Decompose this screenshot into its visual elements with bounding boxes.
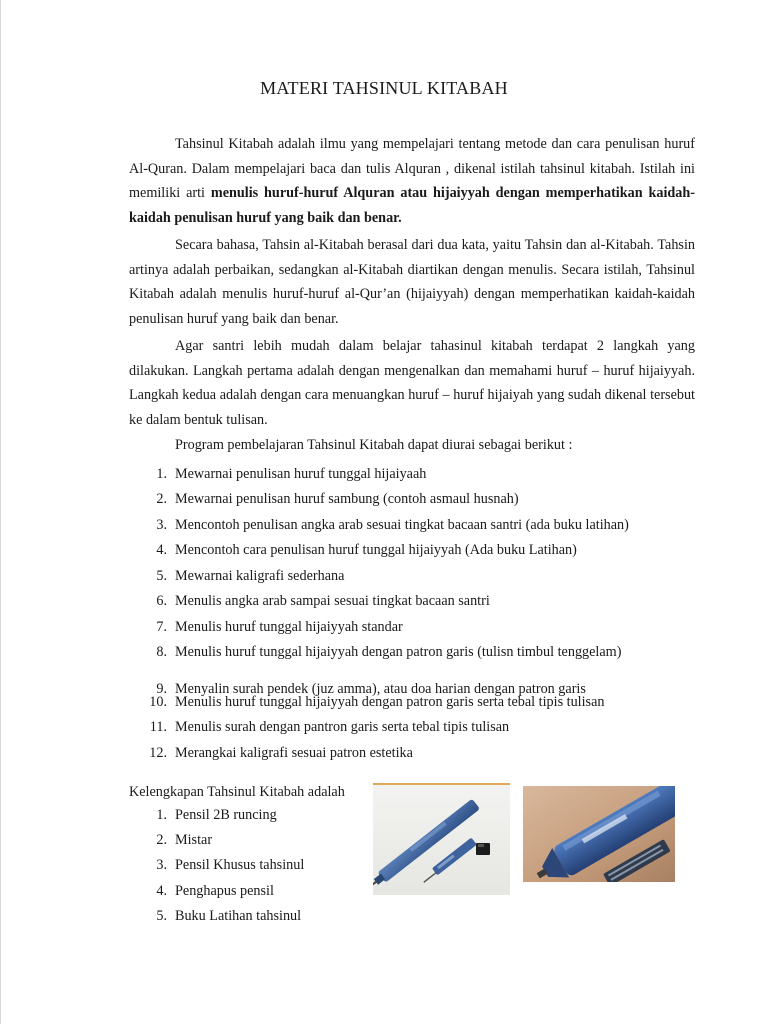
list-number: 4. (156, 883, 167, 899)
list-number: 8. (156, 644, 167, 660)
list-item (129, 491, 519, 508)
list-item (129, 644, 621, 661)
list-item (129, 807, 277, 824)
list-number: 3. (156, 857, 167, 873)
list-number: 6. (156, 593, 167, 609)
list-text: Menulis surah dengan pantron garis serta tebal tipis tulisan (175, 719, 510, 735)
paragraph-steps (129, 334, 695, 432)
paragraph-etymology-text: Secara bahasa, Tahsin al-Kitabah berasal dari dua kata, yaitu Tahsin dan al-Kitabah. Tahsin artinya adalah perbaikan, sedangkan al-Kitabah diartikan dengan menulis. Secara istilah, Tahsinul Kitabah adalah menulis huruf-huruf al-Qur’an (hijaiyyah) dengan memperhatikan kaidah-kaidah penulisan huruf yang baik dan benar. (129, 237, 695, 327)
list-number: 11. (149, 719, 167, 735)
list-number: 5. (156, 568, 167, 584)
list-item (129, 745, 413, 762)
list-number: 3. (156, 517, 167, 533)
list-text: Menulis huruf tunggal hijaiyyah dengan patron garis (tulisn timbul tenggelam) (175, 644, 622, 660)
list-item (129, 619, 403, 636)
list-number: 9. (156, 681, 167, 697)
document-title: MATERI TAHSINUL KITABAH (260, 78, 508, 98)
paragraph-program-intro (129, 433, 695, 458)
list-number: 7. (156, 619, 167, 635)
list-text: Menulis huruf tunggal hijaiyyah standar (175, 619, 403, 635)
mechanical-pencil-closeup-photo (523, 786, 675, 882)
list-text: Mewarnai penulisan huruf sambung (contoh asmaul husnah) (175, 491, 519, 507)
list-item (129, 908, 301, 925)
list-number: 4. (156, 542, 167, 558)
list-text: Merangkai kaligrafi sesuai patron estetika (175, 745, 413, 761)
mechanical-pencil-with-leads-photo (373, 783, 510, 895)
paragraph-steps-text: Agar santri lebih mudah dalam belajar tahasinul kitabah terdapat 2 langkah yang dilakukan. Langkah pertama adalah dengan mengenalkan dan memahami huruf – huruf hijaiyyah. Langkah kedua adalah dengan cara menuangkan huruf – huruf hijaiyah yang sudah dikenal tersebut ke dalam bentuk tulisan. (129, 338, 695, 428)
list-item (129, 857, 304, 874)
list-number: 1. (156, 466, 167, 482)
list-text: Pensil 2B runcing (175, 807, 277, 823)
list-item (129, 517, 629, 534)
list-number: 12. (149, 745, 167, 761)
list-item (129, 694, 604, 711)
paragraph-definition-bold: menulis huruf-huruf Alquran atau hijaiyyah dengan memperhatikan kaidah-kaidah penulisan huruf yang baik dan benar. (129, 185, 695, 226)
list-number: 5. (156, 908, 167, 924)
list-number: 1. (156, 807, 167, 823)
kelengkapan-heading: Kelengkapan Tahsinul Kitabah adalah (129, 784, 345, 800)
list-item (129, 832, 212, 849)
list-item (129, 542, 577, 559)
list-number: 10. (149, 694, 167, 710)
paragraph-program-intro-text: Program pembelajaran Tahsinul Kitabah dapat diurai sebagai berikut : (175, 437, 573, 453)
list-text: Buku Latihan tahsinul (175, 908, 302, 924)
list-text: Menulis angka arab sampai sesuai tingkat bacaan santri (175, 593, 490, 609)
list-item (129, 568, 344, 585)
list-text: Pensil Khusus tahsinul (175, 857, 305, 873)
list-item (129, 883, 274, 900)
paragraph-definition-text: Tahsinul Kitabah adalah ilmu yang mempelajari tentang metode dan cara penulisan huruf Al-Quran. Dalam mempelajari baca dan tulis Alquran , dikenal istilah tahsinul kitabah. Istilah ini memiliki arti (129, 136, 695, 201)
list-text: Mistar (175, 832, 213, 848)
list-text: Mencontoh cara penulisan huruf tunggal hijaiyyah (Ada buku Latihan) (175, 542, 577, 558)
list-number: 2. (156, 491, 167, 507)
list-text: Menyalin surah pendek (juz amma), atau doa harian dengan patron garis (175, 681, 586, 697)
page-edge (0, 0, 1, 1024)
list-item (129, 466, 426, 483)
list-text: Mewarnai kaligrafi sederhana (175, 568, 345, 584)
list-text: Menulis huruf tunggal hijaiyyah dengan patron garis serta tebal tipis tulisan (175, 694, 605, 710)
list-text: Penghapus pensil (175, 883, 274, 899)
paragraph-etymology (129, 233, 695, 331)
list-item (129, 593, 490, 610)
list-number: 2. (156, 832, 167, 848)
list-text: Mewarnai penulisan huruf tunggal hijaiyaah (175, 466, 427, 482)
paragraph-definition (129, 132, 695, 230)
list-item (129, 719, 509, 736)
list-text: Mencontoh penulisan angka arab sesuai tingkat bacaan santri (ada buku latihan) (175, 517, 629, 533)
